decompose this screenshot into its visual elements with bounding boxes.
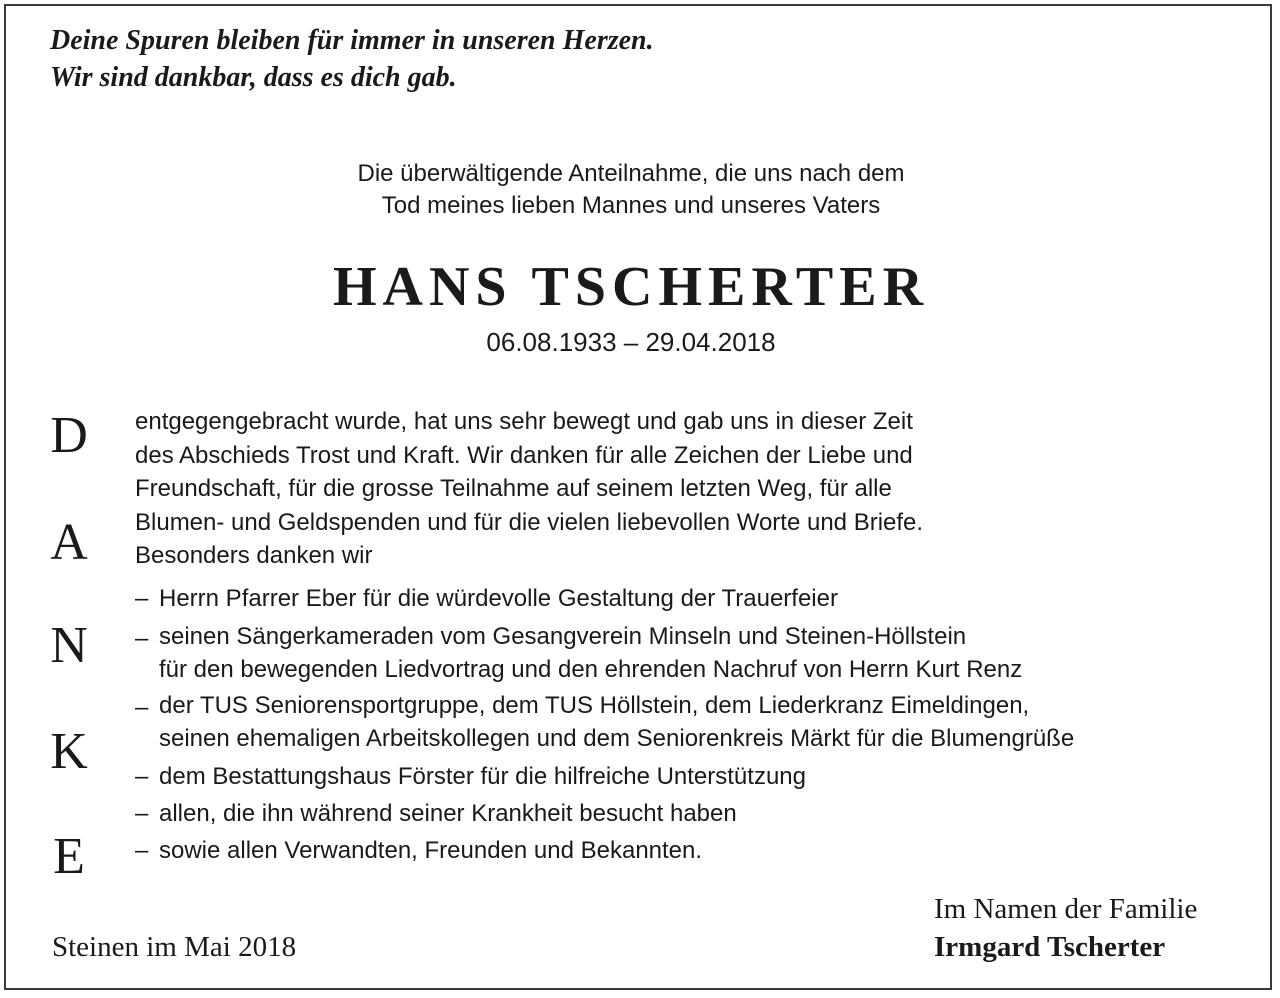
- dash-bullet: –: [135, 762, 149, 790]
- thanks-item: [135, 832, 1265, 869]
- thanks-item-line: Herrn Pfarrer Eber für die würdevolle Gestaltung der Trauerfeier: [159, 584, 838, 612]
- thanks-item-line: für den bewegenden Liedvortrag und den ehrenden Nachruf von Herrn Kurt Renz: [159, 655, 1023, 683]
- danke-letter-a: A: [50, 514, 88, 571]
- motto: [50, 22, 654, 96]
- thanks-item-line: der TUS Seniorensportgruppe, dem TUS Höllstein, dem Liederkranz Eimeldingen,: [159, 691, 1030, 719]
- danke-letter-e: E: [53, 828, 85, 885]
- life-dates: 06.08.1933 – 29.04.2018: [486, 327, 776, 357]
- danke-letter-d: D: [50, 407, 88, 464]
- danke-letter-k: K: [50, 723, 88, 780]
- dash-bullet: –: [135, 836, 149, 864]
- dash-bullet: –: [135, 799, 149, 827]
- thanks-item: [135, 758, 1265, 795]
- danke-letter-n: N: [50, 617, 88, 674]
- thanks-item: [135, 620, 1265, 686]
- dash-bullet: –: [135, 693, 149, 721]
- paragraph-line: Freundschaft, für die grosse Teilnahme auf seinem letzten Weg, für alle: [135, 475, 892, 502]
- thanks-list: [135, 580, 1265, 869]
- thanks-item: [135, 689, 1265, 755]
- thanks-item: [135, 795, 1265, 832]
- dash-bullet: –: [135, 624, 149, 652]
- thanks-body: [135, 405, 1265, 869]
- intro-line-1: Die überwältigende Anteilnahme, die uns nach dem: [357, 160, 905, 187]
- thanks-item: [135, 580, 1265, 617]
- motto-line-2: Wir sind dankbar, dass es dich gab.: [50, 62, 457, 93]
- paragraph-line: entgegengebracht wurde, hat uns sehr bewegt und gab uns in dieser Zeit: [135, 408, 913, 435]
- thanks-item-line: sowie allen Verwandten, Freunden und Bekannten.: [159, 836, 703, 864]
- paragraph-line: Blumen- und Geldspenden und für die vielen liebevollen Worte und Briefe.: [135, 508, 924, 536]
- dash-bullet: –: [135, 584, 149, 612]
- intro-line-2: Tod meines lieben Mannes und unseres Vaters: [381, 192, 881, 219]
- thanks-item-line: dem Bestattungshaus Förster für die hilfreiche Unterstützung: [159, 762, 806, 790]
- thanks-item-line: allen, die ihn während seiner Krankheit besucht haben: [159, 799, 737, 827]
- thanks-paragraph: [135, 405, 1265, 573]
- intro-text: [0, 158, 1262, 222]
- thanks-item-line: seinen Sängerkameraden vom Gesangverein Minseln und Steinen-Höllstein: [159, 622, 967, 650]
- signer-name: Irmgard Tscherter: [934, 931, 1166, 963]
- paragraph-line: des Abschieds Trost und Kraft. Wir danken für alle Zeichen der Liebe und: [135, 441, 913, 469]
- deceased-name: HANS TSCHERTER: [332, 256, 930, 318]
- place-date: Steinen im Mai 2018: [52, 931, 297, 963]
- paragraph-line: Besonders danken wir: [135, 542, 373, 569]
- signature-block: [934, 890, 1197, 966]
- thanks-item-line: seinen ehemaligen Arbeitskollegen und dem Seniorenkreis Märkt für die Blumengrüße: [159, 724, 1075, 752]
- on-behalf-text: Im Namen der Familie: [934, 893, 1198, 925]
- motto-line-1: Deine Spuren bleiben für immer in unseren Herzen.: [50, 25, 654, 56]
